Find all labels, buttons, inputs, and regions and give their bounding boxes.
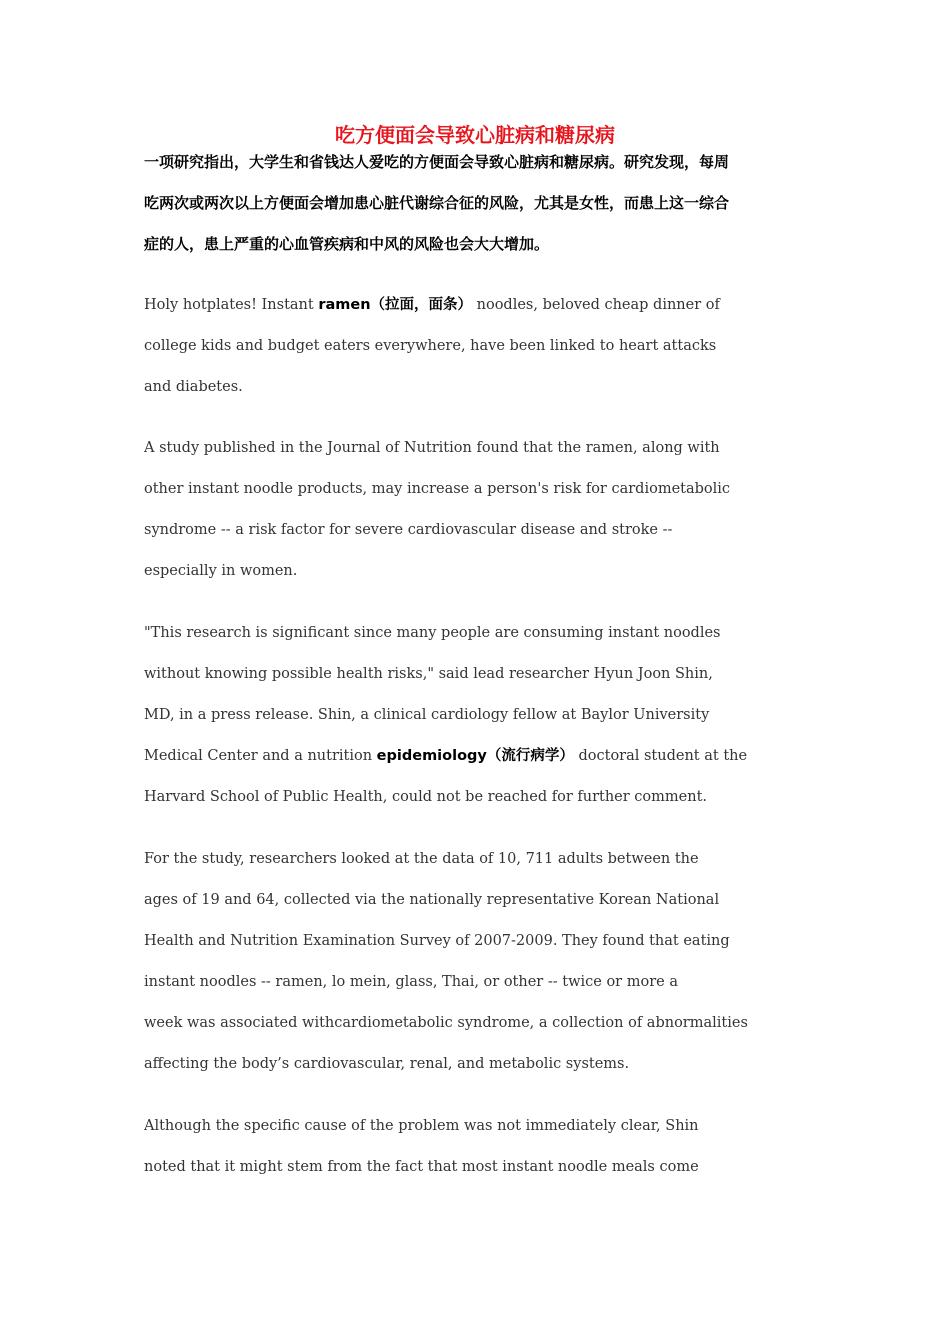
paragraph-line: other instant noodle products, may increase a person's risk for cardiometabolic — [144, 481, 731, 497]
paragraph-line: syndrome -- a risk factor for severe cardiovascular disease and stroke -- — [144, 522, 673, 538]
paragraph-line: week was associated withcardiometabolic syndrome, a collection of abnormalities — [144, 1015, 748, 1031]
text-run: Medical Center and a nutrition — [144, 748, 377, 764]
paragraph-line: noted that it might stem from the fact that most instant noodle meals come — [144, 1159, 699, 1175]
paragraph-method — [144, 839, 816, 1085]
chinese-summary — [144, 142, 806, 265]
paragraph-line: especially in women. — [144, 563, 298, 579]
vocab-term-ramen: ramen（拉面，面条） — [318, 297, 473, 313]
paragraph-line: A study published in the Journal of Nutrition found that the ramen, along with — [144, 440, 720, 456]
text-run: doctoral student at the — [573, 748, 748, 764]
summary-line: 一项研究指出，大学生和省钱达人爱吃的方便面会导致心脏病和糖尿病。研究发现，每周 — [144, 153, 730, 171]
paragraph-line: and diabetes. — [144, 379, 243, 395]
document-title: 吃方便面会导致心脏病和糖尿病 — [335, 123, 615, 147]
paragraph-line: For the study, researchers looked at the data of 10, 711 adults between the — [144, 851, 699, 867]
paragraph-quote — [144, 613, 816, 818]
paragraph-line — [144, 285, 816, 326]
paragraph-cause — [144, 1106, 816, 1188]
paragraph-line: college kids and budget eaters everywhere, have been linked to heart attacks — [144, 338, 717, 354]
paragraph-line: without knowing possible health risks," said lead researcher Hyun Joon Shin, — [144, 666, 713, 682]
paragraph-line: Although the specific cause of the problem was not immediately clear, Shin — [144, 1118, 699, 1134]
vocab-term-epidemiology: epidemiology（流行病学） — [376, 748, 574, 764]
summary-line: 症的人，患上严重的心血管疾病和中风的风险也会大大增加。 — [144, 235, 550, 253]
paragraph-intro — [144, 285, 816, 408]
paragraph-line: ages of 19 and 64, collected via the nationally representative Korean National — [144, 892, 720, 908]
paragraph-line: Harvard School of Public Health, could not be reached for further comment. — [144, 789, 708, 805]
text-run: noodles, beloved cheap dinner of — [472, 297, 720, 313]
paragraph-line: "This research is significant since many people are consuming instant noodles — [144, 625, 721, 641]
paragraph-line: affecting the body’s cardiovascular, renal, and metabolic systems. — [144, 1056, 630, 1072]
paragraph-line — [144, 736, 816, 777]
paragraph-line: Health and Nutrition Examination Survey of 2007-2009. They found that eating — [144, 933, 730, 949]
paragraph-line: instant noodles -- ramen, lo mein, glass, Thai, or other -- twice or more a — [144, 974, 678, 990]
paragraph-study — [144, 428, 816, 592]
summary-line: 吃两次或两次以上方便面会增加患心脏代谢综合征的风险，尤其是女性，而患上这一综合 — [144, 194, 730, 212]
text-run: Holy hotplates! Instant — [144, 297, 319, 313]
paragraph-line: MD, in a press release. Shin, a clinical cardiology fellow at Baylor University — [144, 707, 710, 723]
